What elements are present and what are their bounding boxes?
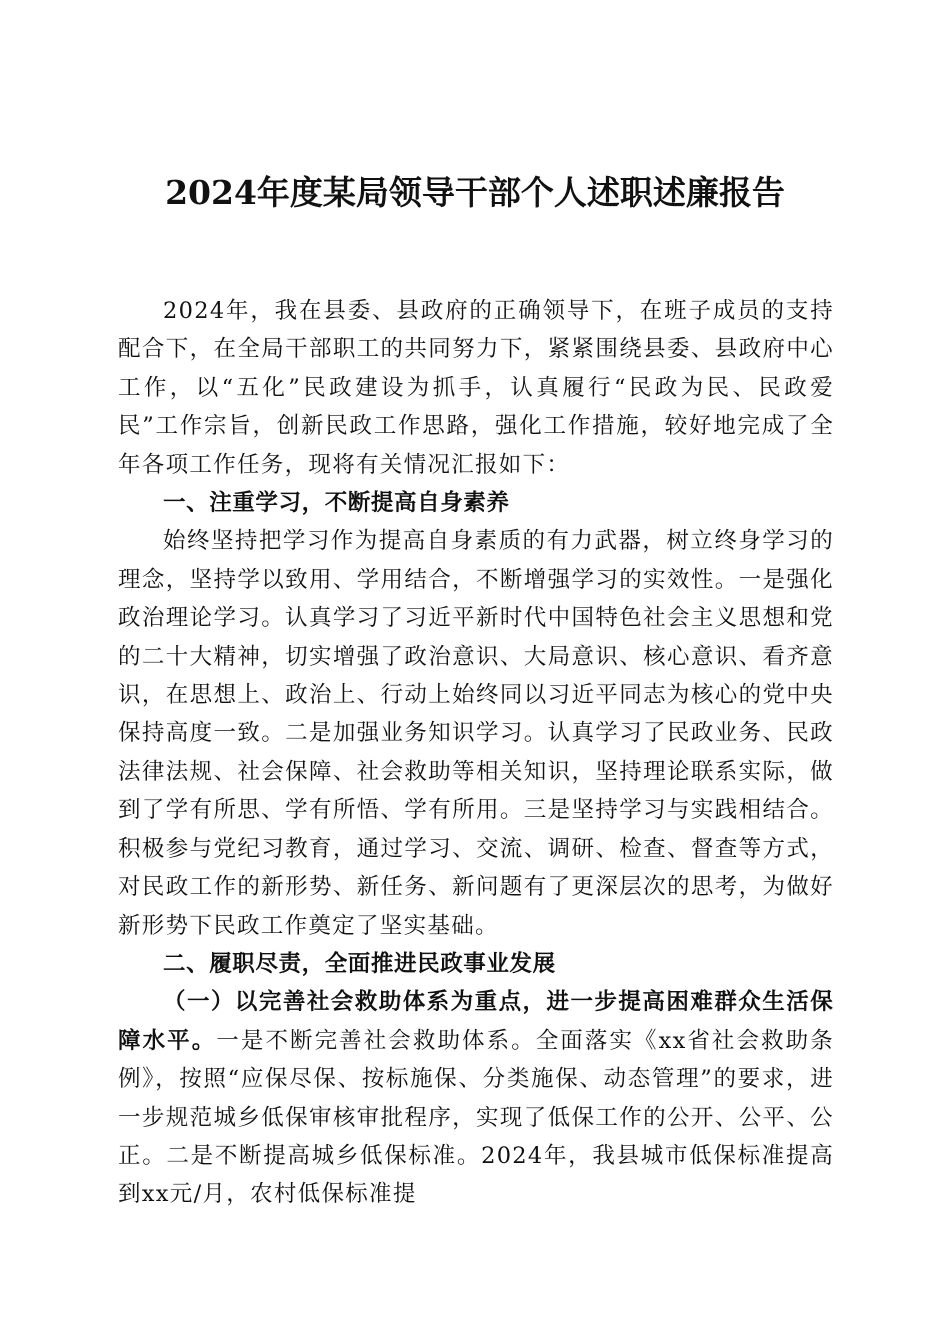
document-title: 2024年度某局领导干部个人述职述廉报告	[165, 173, 785, 212]
section-2-paragraph	[118, 983, 834, 1213]
section-2-heading: 二、履职尽责，全面推进民政事业发展	[163, 950, 556, 977]
document-body	[118, 292, 834, 1214]
subsection-1-body: 一是不断完善社会救助体系。全面落实《xx省社会救助条例》，按照“应保尽保、按标施保、分类施保、动态管理”的要求，进一步规范城乡低保审核审批程序，实现了低保工作的公开、公平、公正。二是不断提高城乡低保标准。2024年，我县城市低保标准提高到xx元/月，农村低保标准提	[118, 1027, 834, 1208]
section-1-paragraph: 始终坚持把学习作为提高自身素质的有力武器，树立终身学习的理念，坚持学以致用、学用结合，不断增强学习的实效性。一是强化政治理论学习。认真学习了习近平新时代中国特色社会主义思想和党的二十大精神，切实增强了政治意识、大局意识、核心意识、看齐意识，在思想上、政治上、行动上始终同以习近平同志为核心的党中央保持高度一致。二是加强业务知识学习。认真学习了民政业务、民政法律法规、社会保障、社会救助等相关知识，坚持理论联系实际，做到了学有所思、学有所悟、学有所用。三是坚持学习与实践相结合。积极参与党纪习教育，通过学习、交流、调研、检查、督查等方式，对民政工作的新形势、新任务、新问题有了更深层次的思考，为做好新形势下民政工作奠定了坚实基础。	[118, 528, 834, 939]
subsection-1-lead: （一）以完善社会救助体系为重点，进一步提高困难群众生活保障水平。	[118, 989, 834, 1054]
section-1-heading: 一、注重学习，不断提高自身素养	[163, 490, 510, 517]
intro-paragraph: 2024年，我在县委、县政府的正确领导下，在班子成员的支持配合下，在全局干部职工的共同努力下，紧紧围绕县委、县政府中心工作，以“五化”民政建设为抓手，认真履行“民政为民、民政爱民”工作宗旨，创新民政工作思路，强化工作措施，较好地完成了全年各项工作任务，现将有关情况汇报如下：	[118, 298, 834, 478]
